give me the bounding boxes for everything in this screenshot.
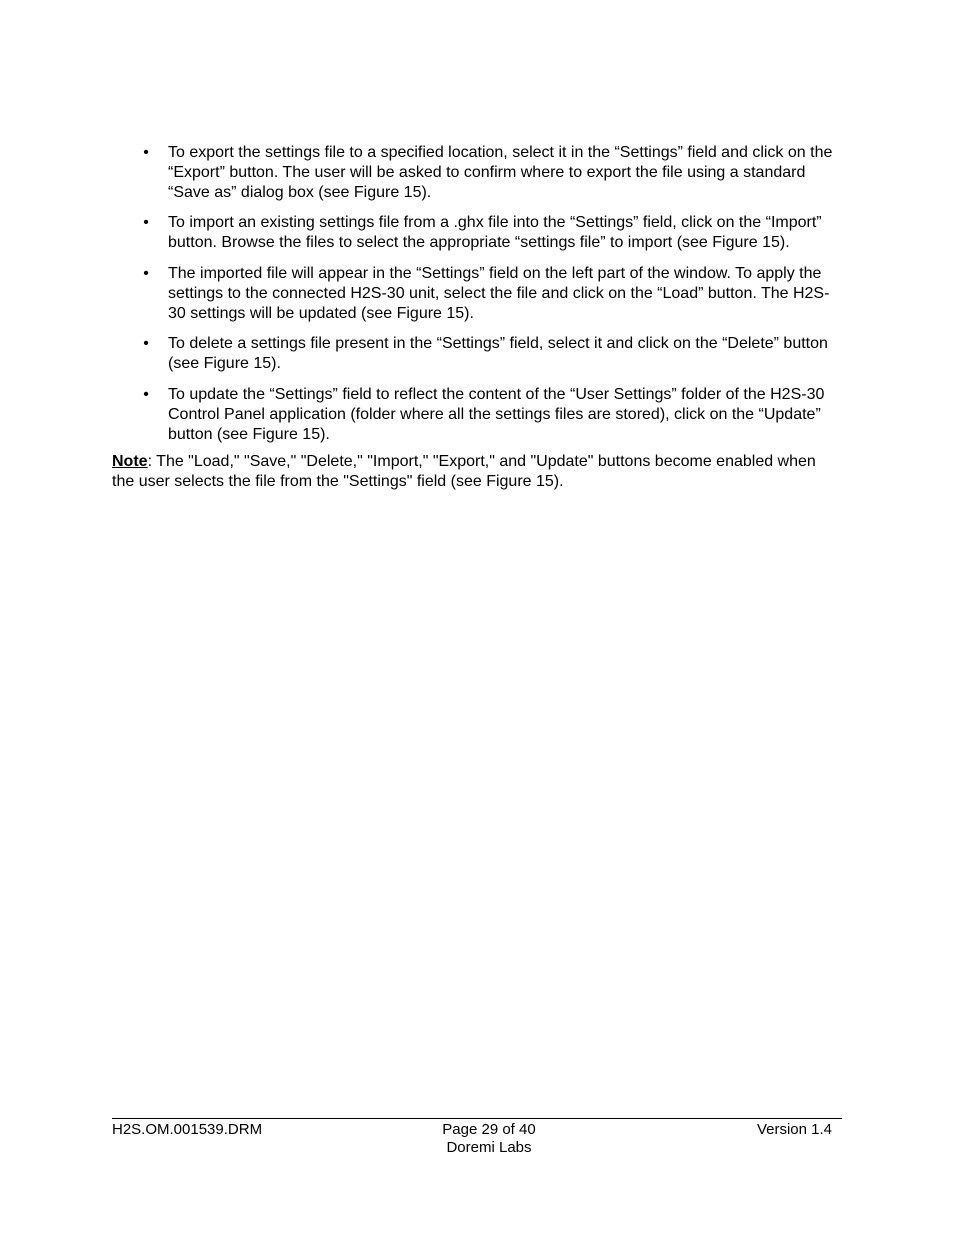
list-item-text: To import an existing settings file from a .ghx file into the “Settings” field, click on the “Import” button. Browse the files to select the appropriate “settings file” to import (see Figure 15). [168, 214, 822, 252]
bullet-icon: • [143, 144, 149, 161]
bullet-icon: • [143, 335, 149, 353]
footer-version: Version 1.4 [756, 1121, 832, 1138]
bullet-icon: • [143, 385, 149, 403]
list-item-text: The imported file will appear in the “Settings” field on the left part of the window. To apply the settings to the connected H2S-30 unit, select the file and click on the “Load” button. The H2S-30 settings will be updated (see Figure 15). [168, 264, 830, 322]
list-item-text: To export the settings file to a specified location, select it in the “Settings” field and click on the “Export” button. The user will be asked to confirm where to export the file using a standard “Save as” dialog box (see Figure 15). [168, 144, 833, 201]
page-footer [112, 1118, 842, 1161]
bullet-icon: • [143, 214, 149, 232]
list-item-text: To update the “Settings” field to reflect the content of the “User Settings” folder of the H2S-30 Control Panel application (folder where all the settings files are stored), click on the “Update” button (see Figure 15). [168, 385, 825, 443]
list-item [112, 143, 842, 202]
bullet-icon: • [143, 264, 149, 282]
list-item [112, 213, 842, 253]
footer-center [112, 1121, 866, 1157]
note-text: : The "Load," "Save," "Delete," "Import," "Export," and "Update" buttons become enabled when the user selects the file from the "Settings" field (see Figure 15). [112, 453, 816, 491]
list-item-text: To delete a settings file present in the “Settings” field, select it and click on the “Delete” button (see Figure 15). [168, 335, 828, 373]
footer-doc-id: H2S.OM.001539.DRM [112, 1121, 263, 1138]
page-body [112, 143, 842, 492]
list-item [112, 334, 842, 374]
note-label: Note [112, 453, 148, 471]
footer-page-number: Page 29 of 40 [442, 1121, 536, 1138]
bullet-list [112, 143, 842, 444]
footer-company: Doremi Labs [446, 1139, 532, 1156]
note-paragraph [112, 452, 842, 492]
list-item [112, 385, 842, 444]
list-item [112, 264, 842, 323]
